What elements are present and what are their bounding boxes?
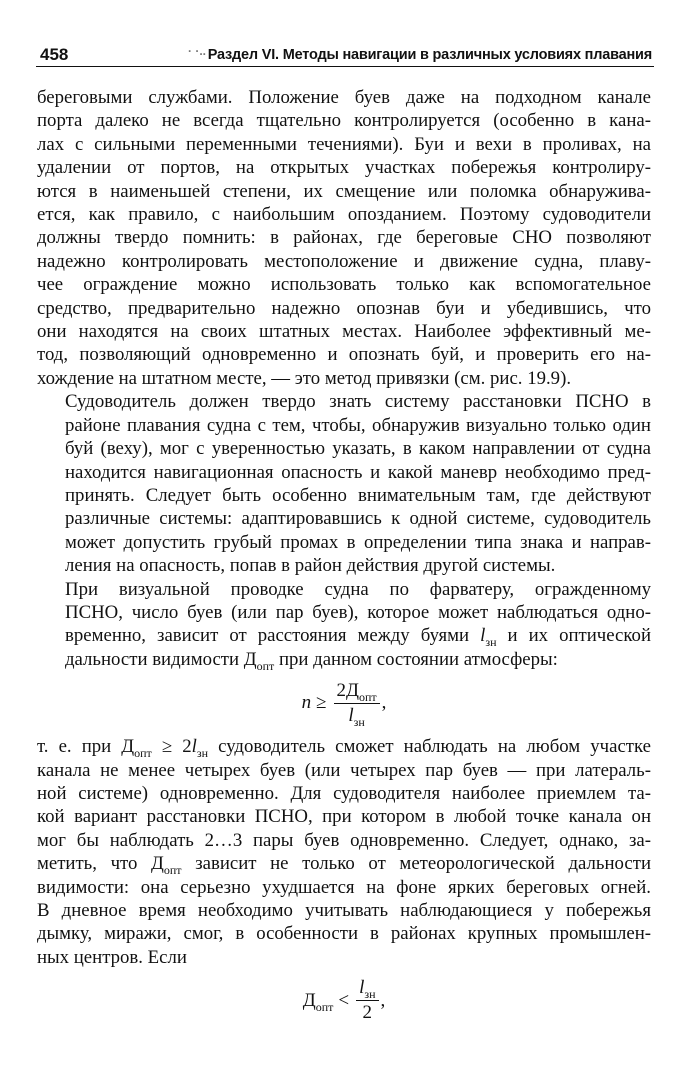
text-fragment: дальности видимости Д [65, 648, 257, 670]
formula-visibility-condition [37, 969, 651, 1031]
text-line: принять. Следует быть особенно внимательным там, где действуют [65, 484, 651, 506]
numerator-text: 2Д [336, 679, 359, 701]
text-fragment: зависит не только от метеорологической дальности [181, 853, 651, 875]
body-text [37, 86, 651, 1031]
text-line: При визуальной проводке судна по фарватеру, огражденному [65, 578, 651, 600]
text-line: ной системе) одновременно. Для судоводителя наиболее приемлем та- [37, 782, 651, 804]
text-line: ления на опасность, попав в район действия другой системы. [65, 555, 556, 577]
formula-tail: , [380, 989, 386, 1011]
text-line: видимости: она серьезно ухудшается на фоне ярких береговых огней. [37, 876, 651, 898]
text-line: находится навигационная опасность и какой маневр необходимо пред- [65, 461, 651, 483]
paragraph-1 [37, 86, 651, 390]
page-number: 458 [40, 45, 69, 64]
text-line [37, 852, 651, 875]
text-fragment: временно, зависит от расстояния между буями [65, 625, 481, 647]
fraction-denominator [348, 704, 364, 727]
text-line: надежно контролировать местоположение и движение судна, плаву- [37, 250, 651, 272]
text-line: ных центров. Если [37, 946, 187, 968]
fraction [334, 680, 380, 727]
subscript: опт [315, 999, 334, 1014]
text-line [37, 648, 651, 671]
text-line: удалении от портов, на открытых участках побережья контролиру- [37, 157, 651, 179]
section-title: Раздел VI. Методы навигации в различных условиях плавания [207, 47, 652, 63]
text-fragment: т. е. при Д [37, 736, 135, 758]
text-line: дымку, миражи, смог, в особенности в районах крупных промышлен- [37, 923, 651, 945]
text-line: лах с сильными переменными течениями). Буи и вехи в проливах, на [37, 133, 651, 155]
text-line: должны твердо помнить: в районах, где береговые СНО позволяют [37, 227, 651, 249]
text-line: чее ограждение можно использовать только как вспомогательное [37, 274, 651, 296]
variable-l: l [191, 736, 197, 758]
subscript: опт [163, 862, 182, 877]
text-fragment: ≥ 2 [151, 736, 192, 758]
text-line: ПСНО, число буев (или пар буев), которое может наблюдаться одно- [65, 601, 651, 623]
text-fragment: метить, что Д [37, 853, 164, 875]
formula-lhs: n [301, 692, 312, 714]
text-line: тод, позволяющий одновременно и опознать буй, и проверить его на- [37, 344, 651, 366]
paragraph-3 [37, 578, 651, 672]
text-line [37, 624, 652, 650]
print-speck: · ·.. [188, 44, 206, 58]
fraction-numerator [334, 680, 380, 704]
formula-operator: ≥ [316, 692, 327, 714]
fraction [356, 977, 378, 1024]
subscript: опт [256, 658, 275, 673]
formula-tail: , [381, 692, 387, 714]
text-line: средство, предварительно надежно опознав буи и убедившись, что [37, 297, 651, 319]
text-fragment: судоводитель сможет наблюдать на любом участке [208, 736, 651, 758]
numerator-var: l [359, 976, 365, 998]
subscript: зн [364, 986, 376, 1001]
running-head [36, 42, 654, 67]
subscript: зн [353, 714, 365, 729]
text-line: хождение на штатном месте, — это метод привязки (см. рис. 19.9). [37, 367, 572, 389]
text-line: они находятся на своих штатных местах. Наиболее эффективный ме- [37, 321, 651, 343]
text-line: районе плавания судна с тем, чтобы, обнаружив визуально только один [65, 414, 651, 436]
text-line: канала не менее четырех буев (или четырех пар буев — при латераль- [37, 759, 651, 781]
text-line: береговыми службами. Положение буев даже на подходном канале [37, 87, 651, 108]
formula-operator: < [338, 989, 350, 1011]
text-line: буй (веху), мог с уверенностью указать, в каком направлении от судна [65, 438, 651, 460]
fraction-numerator [356, 977, 378, 1001]
subscript: опт [134, 745, 152, 760]
variable-l: l [480, 625, 486, 647]
text-line: Судоводитель должен твердо знать систему расстановки ПСНО в [65, 391, 651, 413]
subscript: опт [358, 689, 377, 704]
paragraph-4 [37, 735, 651, 969]
paragraph-2 [37, 390, 651, 577]
text-line: В дневное время необходимо учитывать наблюдающиеся у побережья [37, 900, 651, 921]
formula-buoy-count [37, 671, 651, 735]
text-line: ются в наименьшей степени, их смещение или поломка обнаружива- [37, 180, 651, 202]
text-fragment: и их оптической [496, 625, 652, 647]
text-line: ется, как правило, с наибольшим опозданием. Поэтому судоводители [37, 204, 651, 226]
text-line: может допустить грубый промах в определении типа знака и направ- [65, 531, 651, 553]
subscript: зн [196, 745, 209, 760]
text-line [37, 735, 651, 758]
fraction-denominator: 2 [362, 1001, 373, 1023]
subscript: зн [485, 635, 497, 650]
text-line: кой вариант расстановки ПСНО, при котором в любой точке канала он [37, 806, 651, 828]
text-line: порта далеко не всегда тщательно контролируется (особенно в кана- [37, 110, 651, 132]
denominator-var: l [348, 704, 354, 726]
text-line: различные системы: адаптировавшись к одной системе, судоводитель [65, 508, 651, 530]
lhs-text: Д [302, 989, 316, 1011]
text-line: мог бы наблюдать 2…3 пары буев одновременно. Следует, однако, за- [37, 829, 651, 851]
formula-lhs [303, 989, 334, 1012]
text-fragment: при данном состоянии атмосферы: [274, 648, 558, 670]
